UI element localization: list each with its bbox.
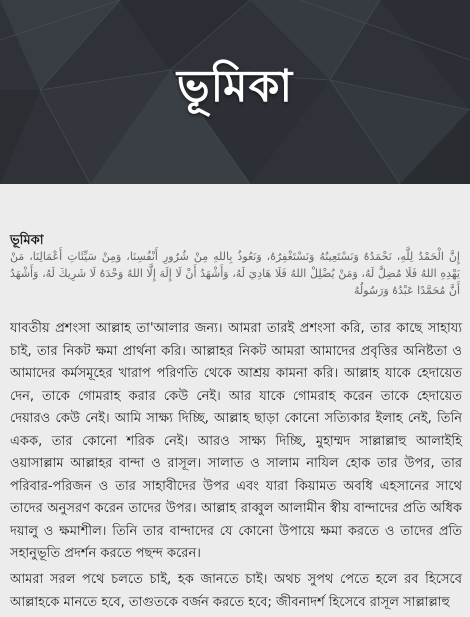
paragraph: যাবতীয় প্রশংসা আল্লাহ তা'আলার জন্য। আমরা তারই প্রশংসা করি, তার কাছে সাহায্য চাই, তার নিকট ক্ষমা প্রার্থনা করি। আল্লাহর নিকট আমরা আমাদের প্রবৃত্তির অনিষ্টতা ও আমাদের কর্মসমূহের খারাপ পরিণতি থেকে আশ্রয় কামনা করি। আল্লাহ যাকে হেদায়েত দেন, তাকে গোমরাহ করার কেউ নেই। আর যাকে গোমরাহ করেন তাকে হেদায়েত দেয়ারও কেউ নেই। আমি সাক্ষ্য দিচ্ছি, আল্লাহ ছাড়া কোনো সত্যিকার ইলাহ নেই, তিনি একক, তার কোনো শরিক নেই। আরও সাক্ষ্য দিচ্ছি, মুহাম্মদ সাল্লাল্লাহু আলাইহি ওয়াসাল্লাম আল্লাহর বান্দা ও রাসূল। সালাত ও সালাম নাযিল হোক তার উপর, তার পরিবার-পরিজন ও তার সাহাবীদের উপর এবং যারা কিয়ামত অবধি এহসানের সাথে তাদের অনুসরণ করেন তাদের উপর। আল্লাহ রাব্বুল আলামীন স্বীয় বান্দাদের প্রতি অধিক দয়ালু ও ক্ষমাশীল। তিনি তার বান্দাদের যে কোনো উপায়ে ক্ষমা করতে ও তাদের প্রতি সহানুভূতি প্রদর্শন করতে পছন্দ করেন। <box>10 321 462 561</box>
hero-banner <box>0 0 470 184</box>
section-heading: ভূমিকা <box>10 233 44 248</box>
arabic-invocation: إِنَّ الْحَمْدُ لِلَّهِ، نَحْمَدُهُ وَنَسْتَعِينُهُ وَنَسْتَغْفِرُهُ، وَنَعُوذُ بِاللهِ مِنْ شُرُورِ أَنْفُسِنَا، وَمِنْ سَيِّئَاتِ أَعْمَالِنَا، مَنْ يَهْدِهِ اللهُ فَلَا مُضِلَّ لَهُ، وَمَنْ يُضْلِلْ اللهُ فَلَا هَادِيَ لَهُ، وَأَشْهَدُ أَنْ لَا إِلَهَ إِلَّا اللهُ وَحْدَهُ لَا شَرِيكَ لَهُ، وَأَشْهَدُ أَنَّ مُحَمَّدًا عَبْدُهُ وَرَسُولُهُ <box>10 250 460 297</box>
paragraph: আমরা সরল পথে চলতে চাই, হক জানতে চাই। অথচ সুপথ পেতে হলে রব হিসেবে আল্লাহকে মানতে হবে, তাগুতকে বর্জন করতে হবে; জীবনাদর্শ হিসেবে রাসূল সাল্লাল্লাহু <box>10 572 462 610</box>
article-body <box>0 184 470 617</box>
page-title: ভূমিকা <box>176 61 294 112</box>
